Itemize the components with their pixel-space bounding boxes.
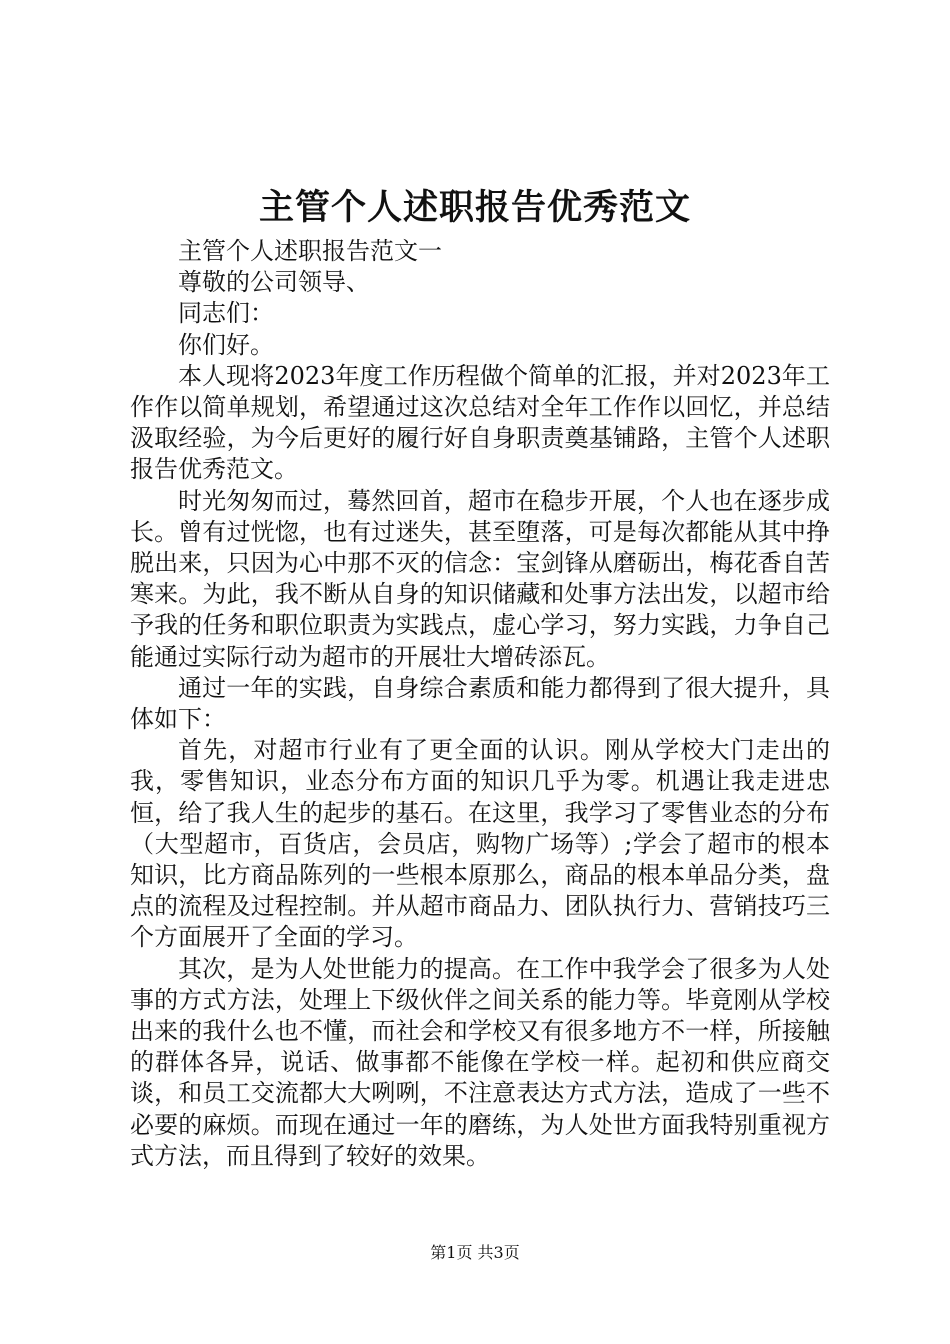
paragraph-salutation-2: 同志们： <box>178 299 274 328</box>
paragraph-greeting: 你们好。 <box>178 330 274 359</box>
paragraph-summary: 通过一年的实践，自身综合素质和能力都得到了很大提升，具体如下： <box>130 673 830 734</box>
document-title: 主管个人述职报告优秀范文 <box>258 187 691 228</box>
paragraph-intro: 本人现将2023年度工作历程做个简单的汇报，并对2023年工作作以简单规划，希望通过这次总结对全年工作作以回忆，并总结汲取经验，为今后更好的履行好自身职责奠基铺路，主管个人述职报告优秀范文。 <box>130 361 830 484</box>
page-number: 第1页 共3页 <box>430 1243 520 1262</box>
paragraph-salutation: 尊敬的公司领导、 <box>178 268 370 297</box>
document-body <box>130 236 830 1172</box>
paragraph-reflection: 时光匆匆而过，蓦然回首，超市在稳步开展，个人也在逐步成长。曾有过恍惚，也有过迷失，甚至堕落，可是每次都能从其中挣脱出来，只因为心中那不灭的信念：宝剑锋从磨砺出，梅花香自苦寒来。为此，我不断从自身的知识储藏和处事方法出发，以超市给予我的任务和职位职责为实践点，虚心学习，努力实践，力争自己能通过实际行动为超市的开展壮大增砖添瓦。 <box>130 486 830 671</box>
paragraph-first: 首先，对超市行业有了更全面的认识。刚从学校大门走出的我，零售知识，业态分布方面的知识几乎为零。机遇让我走进忠恒，给了我人生的起步的基石。在这里，我学习了零售业态的分布（大型超市，百货店，会员店，购物广场等）;学会了超市的根本知识，比方商品陈列的一些根本原那么，商品的根本单品分类，盘点的流程及过程控制。并从超市商品力、团队执行力、营销技巧三个方面展开了全面的学习。 <box>130 736 830 952</box>
paragraph-second: 其次，是为人处世能力的提高。在工作中我学会了很多为人处事的方式方法，处理上下级伙伴之间关系的能力等。毕竟刚从学校出来的我什么也不懂，而社会和学校又有很多地方不一样，所接触的群体各异，说话、做事都不能像在学校一样。起初和供应商交谈，和员工交流都大大咧咧，不注意表达方式方法，造成了一些不必要的麻烦。而现在通过一年的磨练，为人处世方面我特别重视方式方法，而且得到了较好的效果。 <box>130 954 830 1170</box>
paragraph-subtitle: 主管个人述职报告范文一 <box>178 237 442 265</box>
